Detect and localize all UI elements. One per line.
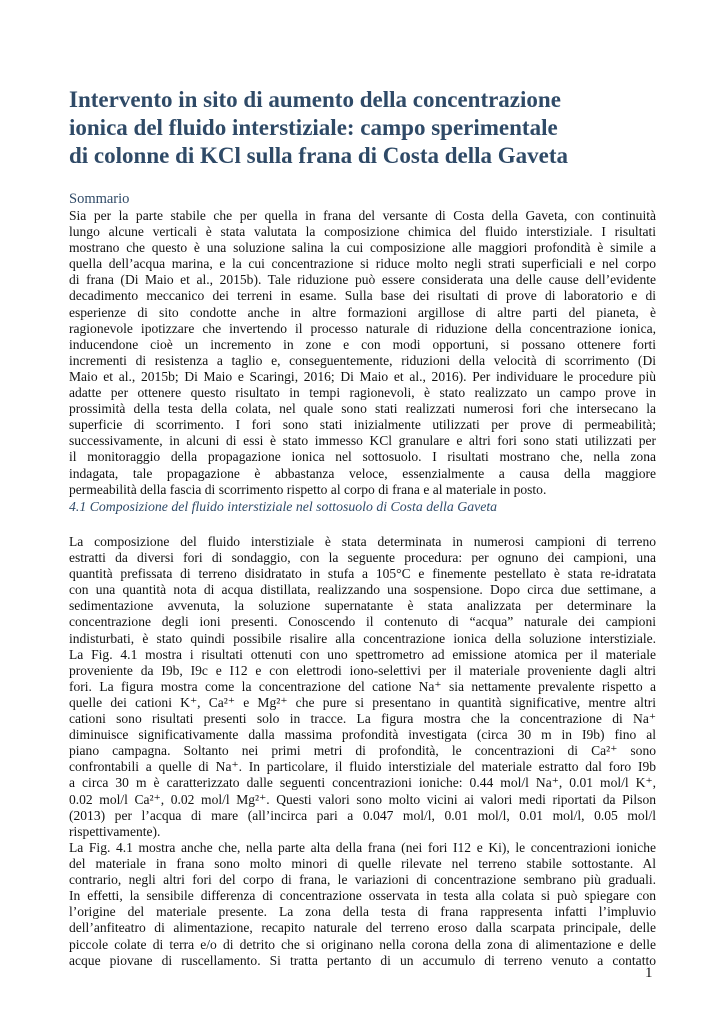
text-line: successivamente, in alcuni di essi è stato immesso KCl granulare e altri fori sono stati utilizzati per xyxy=(69,433,656,449)
text-line: l’origine del materiale presente. La zona della testa di frana rappresenta infatti l’impluvio xyxy=(69,904,656,920)
text-line: confrontabili a quelle di Na⁺. In particolare, il fluido interstiziale del materiale estratto dal foro I9b xyxy=(69,759,656,775)
text-line: contrario, negli altri fori del corpo di frana, le variazioni di concentrazione sembrano più graduali. xyxy=(69,872,656,888)
text-line: cationi sono risultati presenti solo in tracce. La figura mostra che la concentrazione di Na⁺ xyxy=(69,711,656,727)
text-line: permeabilità della fascia di scorrimento rispetto al corpo di frana e al materiale in posto. xyxy=(69,481,547,497)
text-line: La composizione del fluido interstiziale è stata determinata in numerosi campioni di terreno xyxy=(69,534,656,549)
text-line: diminuisce significativamente dalla massima profondità investigata (circa 30 m in I9b) fino al xyxy=(69,727,656,743)
text-line: piccole colate di terra e/o di detrito che si originano nella corona della zona di alimentazione e delle xyxy=(69,936,656,952)
text-line: lungo alcune verticali è stata valutata la composizione chimica del fluido interstiziale. I risultati xyxy=(69,224,656,240)
text-line: incrementi di resistenza a taglio e, conseguentemente, riduzioni della velocità di scorrimento (Di xyxy=(69,352,656,368)
text-line: con una quantità nota di acqua distillata, realizzando una sospensione. Dopo circa due settimane, a xyxy=(69,582,656,598)
text-line: ragionevole ipotizzare che invertendo il processo naturale di riduzione della concentrazione ionica, xyxy=(69,320,656,336)
text-line: mostrano che questo è una soluzione salina la cui composizione alle maggiori profondità è simile a xyxy=(69,240,656,256)
title-line: di colonne di KCl sulla frana di Costa della Gaveta xyxy=(69,143,569,168)
text-line: del materiale in frana sono molto minori di quelle rilevate nel terreno stabile sottostante. Al xyxy=(69,856,656,872)
text-line: il monitoraggio della propagazione ionica nel sottosuolo. I risultati mostrano che, nella zona xyxy=(69,449,656,465)
text-line: La Fig. 4.1 mostra i risultati ottenuti con uno spettrometro ad emissione atomica per il materiale xyxy=(69,646,656,662)
text-line: dell’anfiteatro di alimentazione, recapito naturale del terreno eroso dalla scarpata principale, delle xyxy=(69,920,656,936)
page-number: 1 xyxy=(645,965,653,981)
text-line: adatte per ottenere questo risultato in tempi ragionevoli, è stato realizzato un campo prove in xyxy=(69,385,656,401)
text-line: piano campagna. Soltanto nei primi metri di profondità, le concentrazioni di Ca²⁺ sono xyxy=(69,743,656,759)
text-line: estratti da diversi fori di sondaggio, con la seguente procedura: per ognuno dei campioni, una xyxy=(69,550,656,566)
text-line: fori. La figura mostra come la concentrazione del catione Na⁺ sia nettamente prevalente rispetto a xyxy=(69,678,656,694)
text-line: inducendone cioè un incremento in zone e con modi opportuni, si possano ottenere forti xyxy=(69,336,656,352)
text-line: In effetti, la sensibile differenza di concentrazione osservata in testa alla colata si può spiegare con xyxy=(69,888,656,904)
sommario-heading: Sommario xyxy=(69,191,130,207)
text-line: indisturbati, è stato quindi possibile risalire alla concentrazione ionica della soluzione interstiziale. xyxy=(69,630,656,646)
text-line: esperienze di sito condotte anche in altre formazioni argillose di altre parti del pianeta, è xyxy=(69,304,656,320)
text-line: Maio et al., 2015b; Di Maio e Scaringi, 2016; Di Maio et al., 2016). Per individuare le procedure più xyxy=(69,368,656,384)
title-line: ionica del fluido interstiziale: campo sperimentale xyxy=(69,115,558,140)
text-line: 0.02 mol/l Ca²⁺, 0.02 mol/l Mg²⁺. Questi valori sono molto vicini ai valori medi riportati da Pilson xyxy=(69,791,656,807)
section-paragraph-2 xyxy=(69,840,656,969)
text-line: a circa 30 m è caratterizzato dalle seguenti concentrazioni ioniche: 0.44 mol/l Na⁺, 0.01 mol/l K⁺, xyxy=(69,775,656,791)
text-line: sedimentazione avvenuta, la soluzione supernatante è stata analizzata per determinare la xyxy=(69,598,656,614)
sommario-paragraph xyxy=(69,208,656,498)
text-line: indagata, tale propagazione è abbastanza veloce, essenzialmente a causa della maggiore xyxy=(69,465,656,481)
text-line: proveniente da I9b, I9c e I12 e con elettrodi iono-selettivi per il materiale proveniente dagli altri xyxy=(69,662,656,678)
title-line: Intervento in sito di aumento della concentrazione xyxy=(69,87,561,112)
text-line: quelle dei cationi K⁺, Ca²⁺ e Mg²⁺ che pure si presentano in quantità significative, mentre altri xyxy=(69,694,656,710)
text-line: prossimità della testa della colata, nel quale sono stati realizzati numerosi fori che intersecano la xyxy=(69,401,656,417)
text-line: di frana (Di Maio et al., 2015b). Tale riduzione può essere considerata una delle cause dell’evidente xyxy=(69,272,656,288)
text-line: quella dell’acqua marina, e la cui concentrazione si riduce molto negli strati superficiali e nel corpo xyxy=(69,256,656,272)
text-line: superficie di scorrimento. I fori sono stati inizialmente utilizzati per prove di permeabilità; xyxy=(69,417,656,433)
text-line: La Fig. 4.1 mostra anche che, nella parte alta della frana (nei fori I12 e Ki), le concentrazioni ioniche xyxy=(69,840,656,855)
text-line: concentrazione degli ioni presenti. Conoscendo il contenuto di “acqua” naturale dei campioni xyxy=(69,614,656,630)
section-heading: 4.1 Composizione del fluido interstiziale nel sottosuolo di Costa della Gaveta xyxy=(69,499,498,514)
document-title xyxy=(69,86,669,170)
text-line: quantità prefissata di terreno disidratato in stufa a 105°C e finemente pestellato è stata re-idratata xyxy=(69,566,656,582)
text-line: acque piovane di ruscellamento. Si tratta pertanto di un accumulo di terreno venuto a contatto xyxy=(69,952,656,968)
section-paragraph-1 xyxy=(69,534,656,840)
text-line: decadimento meccanico dei terreni in esame. Sulla base dei risultati di prove di laboratorio e di xyxy=(69,288,656,304)
text-line: rispettivamente). xyxy=(69,823,161,839)
text-line: Sia per la parte stabile che per quella in frana del versante di Costa della Gaveta, con continuità xyxy=(69,208,656,223)
text-line: (2013) per l’acqua di mare (all’incirca pari a 0.047 mol/l, 0.01 mol/l, 0.01 mol/l, 0.05 mol/l xyxy=(69,807,656,823)
